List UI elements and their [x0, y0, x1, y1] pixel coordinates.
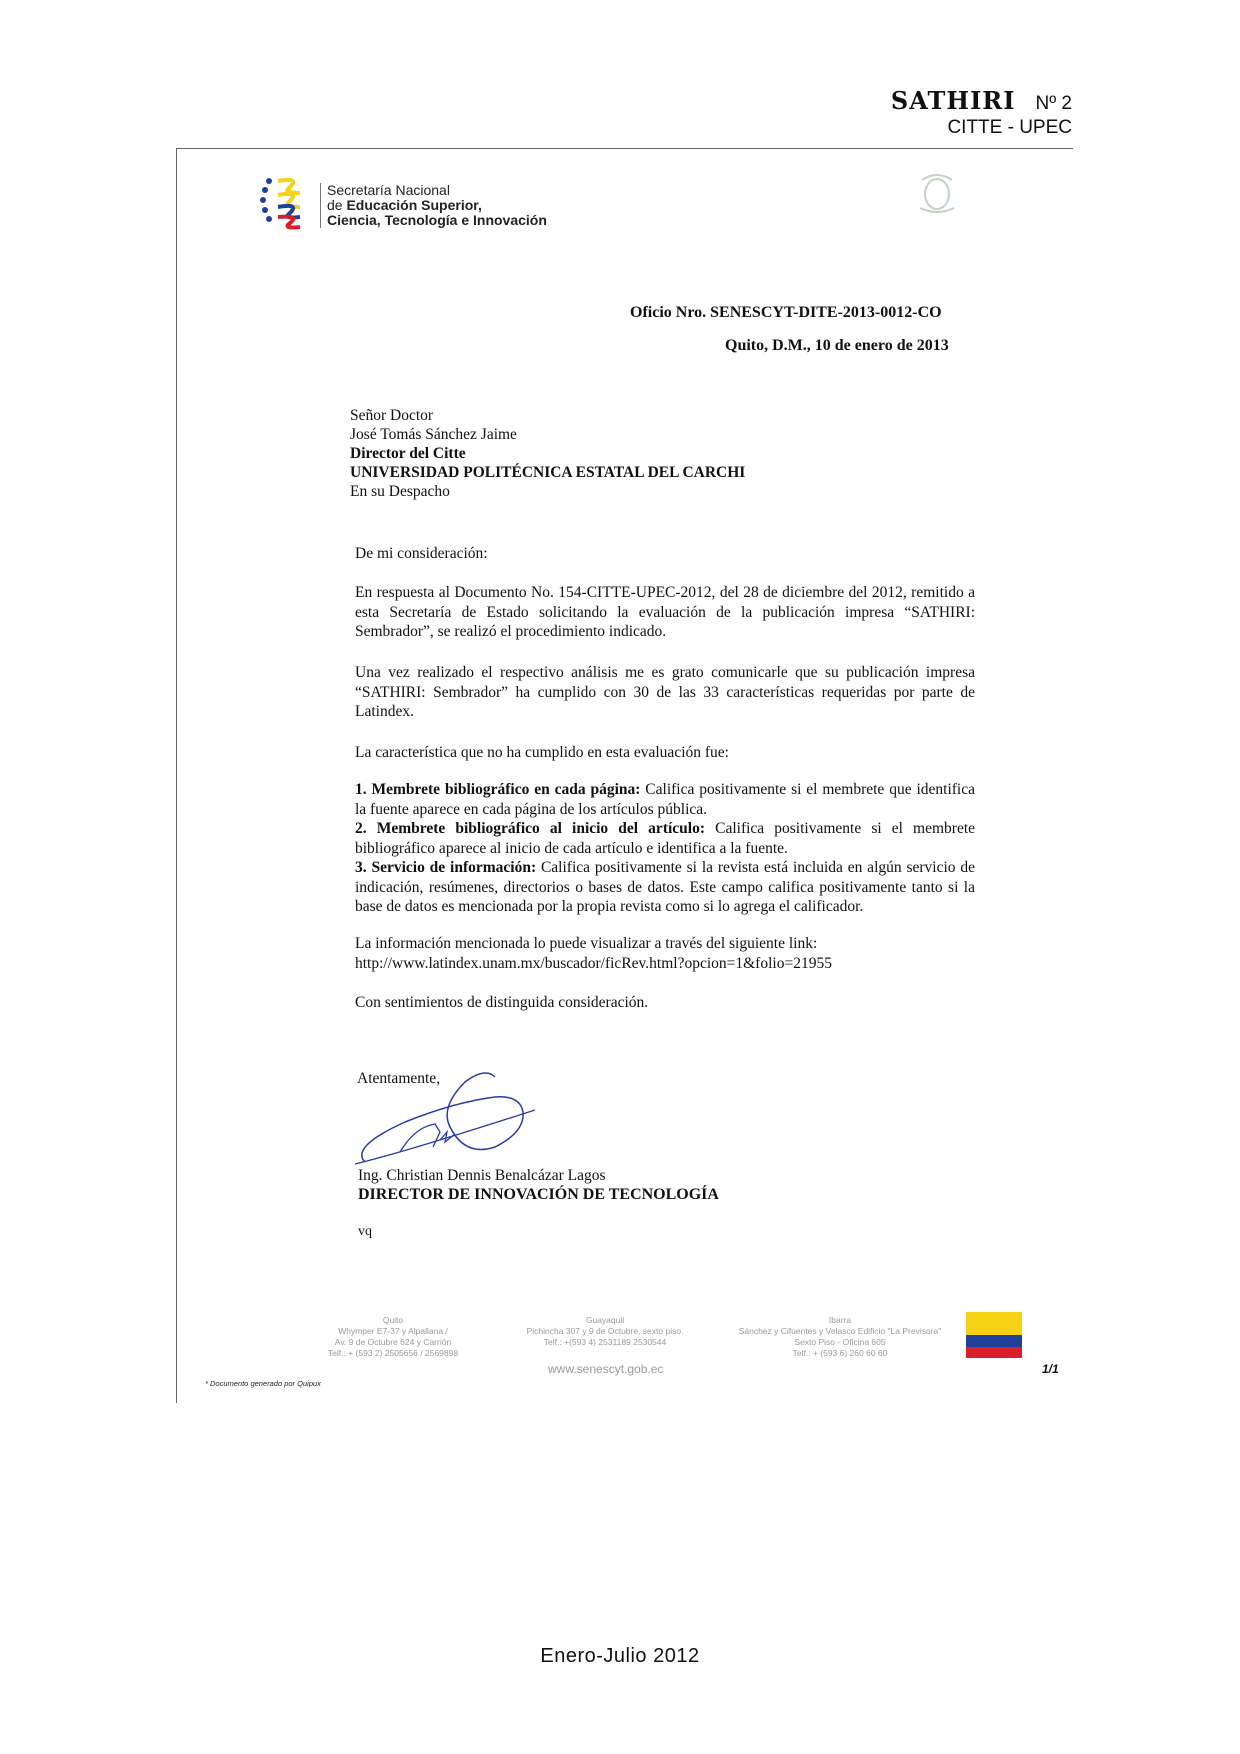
signer-block [358, 1166, 719, 1204]
footer-office-quito: Quito Whymper E7-37 y Alpallana / Av. 9 de Octubre 624 y Carrión Telf.: + (593 2) 2505656 / 2569898 [327, 1315, 459, 1358]
senescyt-logo-text: Secretaría Nacional de Educación Superior, Ciencia, Tecnología e Innovación [320, 183, 547, 228]
website[interactable]: www.senescyt.gob.ec [548, 1362, 664, 1376]
typist-initials: vq [358, 1224, 372, 1239]
coat-of-arms-icon [912, 168, 962, 218]
senescyt-logo-icon [260, 173, 315, 233]
footer-office-guayaquil: Guayaquil Pichincha 307 y 9 de Octubre, sexto piso. Telf.: +(593 4) 2531189 2530544 [526, 1315, 684, 1347]
signature [345, 1052, 545, 1172]
recipient-position: Director del Citte [350, 445, 466, 462]
ecuador-flag-icon [966, 1312, 1022, 1358]
link-intro: La información mencionada lo puede visualizar a través del siguiente link: [355, 935, 818, 952]
senescyt-logo [260, 173, 560, 233]
quipux-note: * Documento generado por Quipux [205, 1379, 321, 1388]
footer-office-ibarra: Ibarra Sánchez y Cifuentes y Velasco Edificio "La Previsora" Sexto Piso - Oficina 605 Telf.: + (593 6) 260 60 60 [738, 1315, 942, 1358]
document-reference: Oficio Nro. SENESCYT-DITE-2013-0012-CO [630, 304, 942, 321]
recipient-title: Señor Doctor [350, 407, 434, 424]
paragraph-2: Una vez realizado el respectivo análisis me es grato comunicarle que su publicación impresa “SATHIRI: Sembrador” ha cumplido con 30 de las 33 características requeridas por parte de Latindex. [355, 664, 975, 720]
journal-number: Nº 2 [1035, 93, 1072, 114]
recipient-location: En su Despacho [350, 483, 450, 500]
journal-name: SATHIRI [890, 86, 1016, 115]
farewell: Con sentimientos de distinguida consideración. [355, 994, 649, 1011]
paragraph-1: En respuesta al Documento No. 154-CITTE-UPEC-2012, del 28 de diciembre del 2012, remitido a esta Secretaría de Estado solicitando la evaluación de la publicación impresa “SATHIRI: Sembrador”, se realizó el procedimiento indicado. [355, 584, 975, 640]
page-footer: Enero-Julio 2012 [540, 1645, 700, 1667]
latindex-link[interactable]: http://www.latindex.unam.mx/buscador/ficRev.html?opcion=1&folio=21955 [355, 955, 832, 972]
recipient-name: José Tomás Sánchez Jaime [350, 426, 517, 443]
signer-title: DIRECTOR DE INNOVACIÓN DE TECNOLOGÍA [358, 1186, 719, 1203]
criteria-list [355, 780, 975, 917]
recipient-block [350, 406, 745, 501]
recipient-institution: UNIVERSIDAD POLITÉCNICA ESTATAL DEL CARCHI [350, 464, 746, 481]
paragraph-3: La característica que no ha cumplido en esta evaluación fue: [355, 744, 729, 761]
list-item: 3. Servicio de información: Califica positivamente si la revista está incluida en algún servicio de indicación, resúmenes, directorios o bases de datos. Este campo califica positivamente tanto si la base de datos es mencionada por la propia revista como si lo agrega el calificador. [355, 859, 975, 915]
list-item: 1. Membrete bibliográfico en cada página: Califica positivamente si el membrete que identifica la fuente aparece en cada página de los artículos pública. [355, 781, 975, 818]
greeting: De mi consideración: [355, 545, 488, 562]
journal-subtitle: CITTE - UPEC [947, 117, 1072, 138]
closing: Atentamente, [357, 1070, 441, 1087]
page-fraction: 1/1 [1042, 1362, 1059, 1376]
list-item: 2. Membrete bibliográfico al inicio del artículo: Califica positivamente si el membrete bibliográfico aparece al inicio de cada artículo e identifica a la fuente. [355, 820, 976, 857]
journal-header [891, 86, 1072, 139]
signer-name: Ing. Christian Dennis Benalcázar Lagos [358, 1167, 606, 1184]
document-date: Quito, D.M., 10 de enero de 2013 [725, 337, 949, 354]
